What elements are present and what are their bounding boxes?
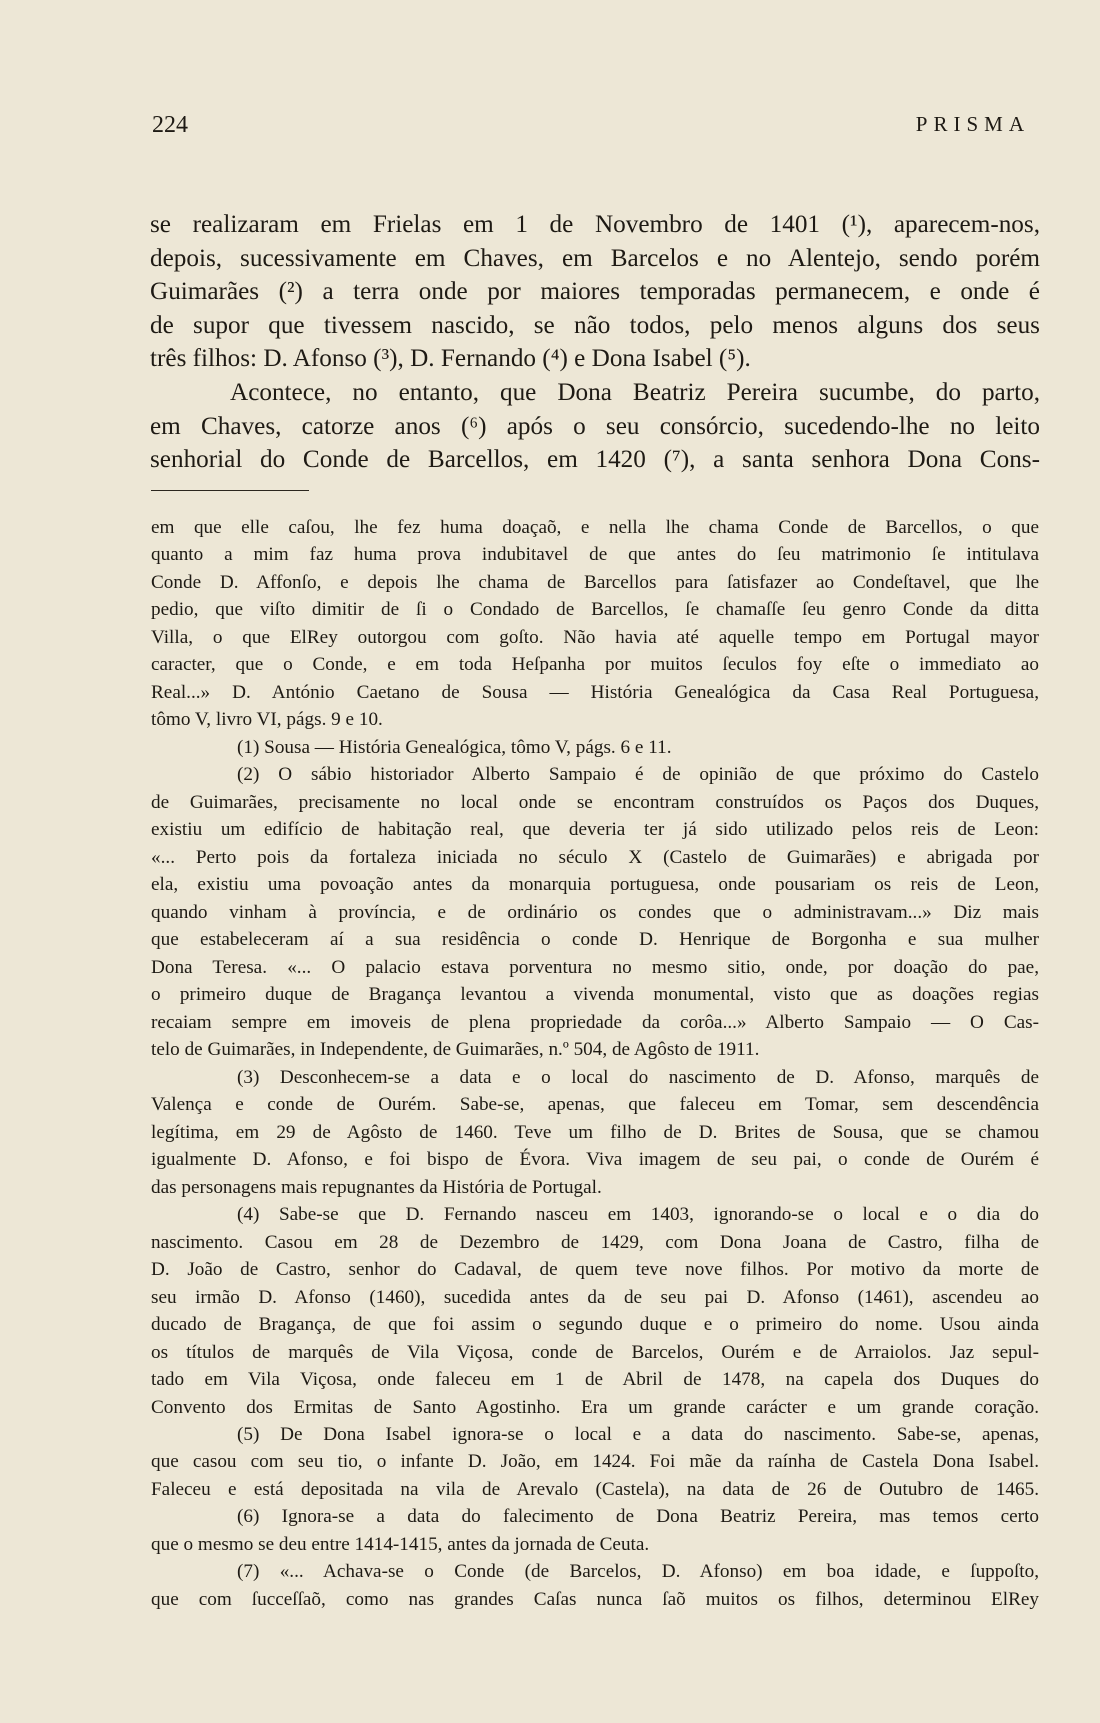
footnote-line: ela, existiu uma povoação antes da monarquia portuguesa, onde pousariam os reis de Leon, [151, 874, 1039, 896]
footnote-line: Valença e conde de Ourém. Sabe-se, apenas, que faleceu em Tomar, sem descendência [151, 1094, 1039, 1116]
footnote-line: das personagens mais repugnantes da História de Portugal. [151, 1176, 602, 1198]
text-line: três filhos: D. Afonso (³), D. Fernando (⁴) e Dona Isabel (⁵). [150, 345, 751, 373]
footnote-line: Faleceu e está depositada na vila de Arevalo (Castela), na data de 26 de Outubro de 1465. [151, 1478, 1039, 1500]
footnote-line: os títulos de marquês de Vila Viçosa, conde de Barcelos, Ourém e de Arraiolos. Jaz sepul- [151, 1341, 1039, 1363]
footnote-line: Real...» D. António Caetano de Sousa — História Genealógica da Casa Real Portuguesa, [151, 681, 1039, 703]
text-line: Guimarães (²) a terra onde por maiores temporadas permanecem, e onde é [150, 278, 1040, 306]
footnote-line: D. João de Castro, senhor do Cadaval, de quem teve nove filhos. Por motivo da morte de [151, 1259, 1039, 1281]
footnote-line: pedio, que viſto dimitir de ſi o Condado de Barcellos, ſe chamaſſe ſeu genro Conde da ditta [151, 599, 1039, 621]
footnote-6: (6) Ignora-se a data do falecimento de Dona Beatriz Pereira, mas temos certo [237, 1506, 1039, 1528]
text-line: senhorial do Conde de Barcellos, em 1420 (⁷), a santa senhora Dona Cons- [150, 446, 1040, 474]
text-line: se realizaram em Frielas em 1 de Novembro de 1401 (¹), aparecem-nos, [150, 211, 1040, 238]
journal-title: PRISMA [915, 112, 1030, 136]
main-text [150, 208, 1040, 477]
footnote-line: que estabeleceram aí a sua residência o conde D. Henrique de Borgonha e sua mulher [151, 929, 1039, 951]
footnote-line: recaiam sempre em imoveis de plena propriedade da corôa...» Alberto Sampaio — O Cas- [151, 1011, 1039, 1033]
footnote-line: Convento dos Ermitas de Santo Agostinho. Era um grande carácter e um grande coração. [151, 1396, 1039, 1418]
text-line: de supor que tivessem nascido, se não todos, pelo menos alguns dos seus [150, 311, 1040, 339]
text-line: Acontece, no entanto, que Dona Beatriz Pereira sucumbe, do parto, [230, 378, 1040, 406]
footnote-line: Villa, o que ElRey outorgou com goſto. Não havia até aquelle tempo em Portugal mayor [151, 626, 1039, 648]
footnote-line: que com ſucceſſaõ, como nas grandes Caſas nunca ſaõ muitos os filhos, determinou ElRey [151, 1588, 1039, 1610]
footnote-line: legítima, em 29 de Agôsto de 1460. Teve um filho de D. Brites de Sousa, que se chamou [151, 1121, 1039, 1143]
footnote-line: Dona Teresa. «... O palacio estava porventura no mesmo sitio, onde, por doação do pae, [151, 956, 1039, 978]
footnote-line: que casou com seu tio, o infante D. João, em 1424. Foi mãe da raínha de Castela Dona Isabel. [151, 1451, 1039, 1473]
footnote-line: o primeiro duque de Bragança levantou a vivenda monumental, visto que as doações regias [151, 984, 1039, 1006]
footnote-line: existiu um edifício de habitação real, que deveria ter já sido utilizado pelos reis de Leon: [151, 819, 1039, 841]
footnote-line: tômo V, livro VI, págs. 9 e 10. [151, 709, 383, 731]
running-header [152, 112, 1030, 142]
footnote-1: (1) Sousa — História Genealógica, tômo V, págs. 6 e 11. [237, 736, 672, 758]
footnote-separator [151, 490, 309, 491]
footnote-line: Conde D. Affonſo, e depois lhe chama de Barcellos para ſatisfazer ao Condeſtavel, que lhe [151, 571, 1039, 593]
footnotes [151, 514, 1039, 1613]
page-number: 224 [152, 112, 188, 138]
text-line: depois, sucessivamente em Chaves, em Barcelos e no Alentejo, sendo porém [150, 244, 1040, 272]
footnote-line: ducado de Bragança, de que foi assim o segundo duque e o primeiro do nome. Usou ainda [151, 1314, 1039, 1336]
footnote-line: em que elle caſou, lhe fez huma doaçaõ, e nella lhe chama Conde de Barcellos, o que [151, 517, 1039, 538]
footnote-line: quanto a mim faz huma prova indubitavel de que antes do ſeu matrimonio ſe intitulava [151, 544, 1039, 566]
footnote-line: telo de Guimarães, in Independente, de Guimarães, n.º 504, de Agôsto de 1911. [151, 1039, 760, 1061]
footnote-line: de Guimarães, precisamente no local onde se encontram construídos os Paços dos Duques, [151, 791, 1039, 813]
footnote-line: quando vinham à província, e de ordinário os condes que o administravam...» Diz mais [151, 901, 1039, 923]
footnote-7: (7) «... Achava-se o Conde (de Barcelos, D. Afonso) em boa idade, e ſuppoſto, [237, 1561, 1039, 1583]
footnote-line: caracter, que o Conde, e em toda Heſpanha por muitos ſeculos foy eſte o immediato ao [151, 654, 1039, 676]
footnote-4: (4) Sabe-se que D. Fernando nasceu em 1403, ignorando-se o local e o dia do [237, 1204, 1039, 1226]
footnote-line: «... Perto pois da fortaleza iniciada no século X (Castelo de Guimarães) e abrigada por [151, 846, 1039, 868]
text-line: em Chaves, catorze anos (⁶) após o seu consórcio, sucedendo-lhe no leito [150, 412, 1040, 440]
footnote-3: (3) Desconhecem-se a data e o local do nascimento de D. Afonso, marquês de [237, 1066, 1039, 1088]
footnote-line: nascimento. Casou em 28 de Dezembro de 1429, com Dona Joana de Castro, filha de [151, 1231, 1039, 1253]
footnote-line: igualmente D. Afonso, e foi bispo de Évora. Viva imagem de seu pai, o conde de Ourém é [151, 1149, 1039, 1171]
footnote-line: que o mesmo se deu entre 1414-1415, antes da jornada de Ceuta. [151, 1533, 650, 1555]
footnote-5: (5) De Dona Isabel ignora-se o local e a data do nascimento. Sabe-se, apenas, [237, 1423, 1039, 1445]
footnote-line: tado em Vila Viçosa, onde faleceu em 1 de Abril de 1478, na capela dos Duques do [151, 1369, 1039, 1391]
footnote-line: seu irmão D. Afonso (1460), sucedida antes da de seu pai D. Afonso (1461), ascendeu ao [151, 1286, 1039, 1308]
footnote-2: (2) O sábio historiador Alberto Sampaio é de opinião de que próximo do Castelo [237, 764, 1039, 786]
